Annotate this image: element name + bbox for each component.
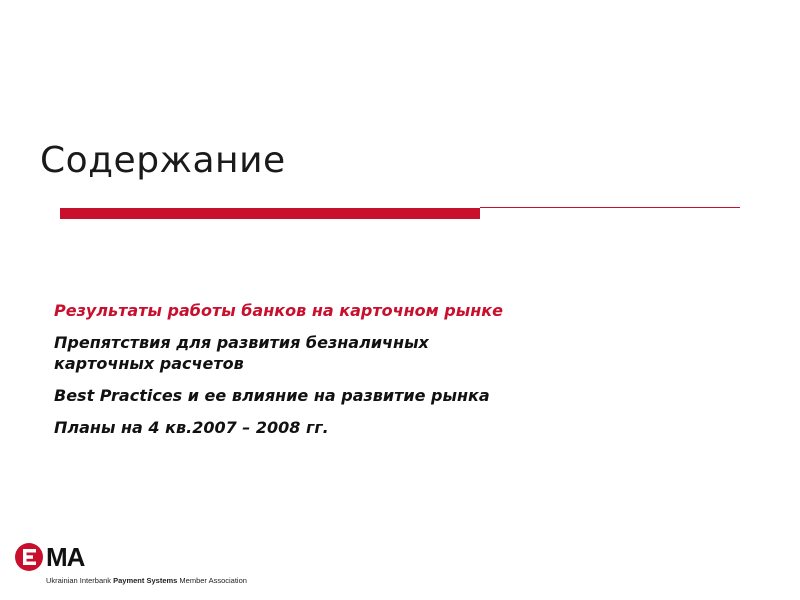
logo-tagline-prefix: Ukrainian Interbank xyxy=(46,576,114,585)
agenda-item-obstacles: Препятствия для развития безналичных карточных расчетов xyxy=(54,333,429,373)
title-divider-thin xyxy=(480,207,740,208)
agenda-list xyxy=(54,300,674,449)
logo-tagline-suffix: Member Association xyxy=(177,576,247,585)
logo-letters: MA xyxy=(46,542,85,572)
ema-logo xyxy=(14,540,274,590)
logo-tagline-bold: Payment Systems xyxy=(113,576,178,585)
ema-logo-icon xyxy=(14,542,44,572)
slide-title: Содержание xyxy=(40,140,286,181)
agenda-item-bank-results: Результаты работы банков на карточном рынке xyxy=(54,301,503,320)
title-divider-thick xyxy=(60,208,480,219)
logo-tagline xyxy=(46,576,247,585)
agenda-item-best-practices: Best Practices и ее влияние на развитие рынка xyxy=(54,386,490,405)
agenda-item-plans: Планы на 4 кв.2007 – 2008 гг. xyxy=(54,418,329,437)
